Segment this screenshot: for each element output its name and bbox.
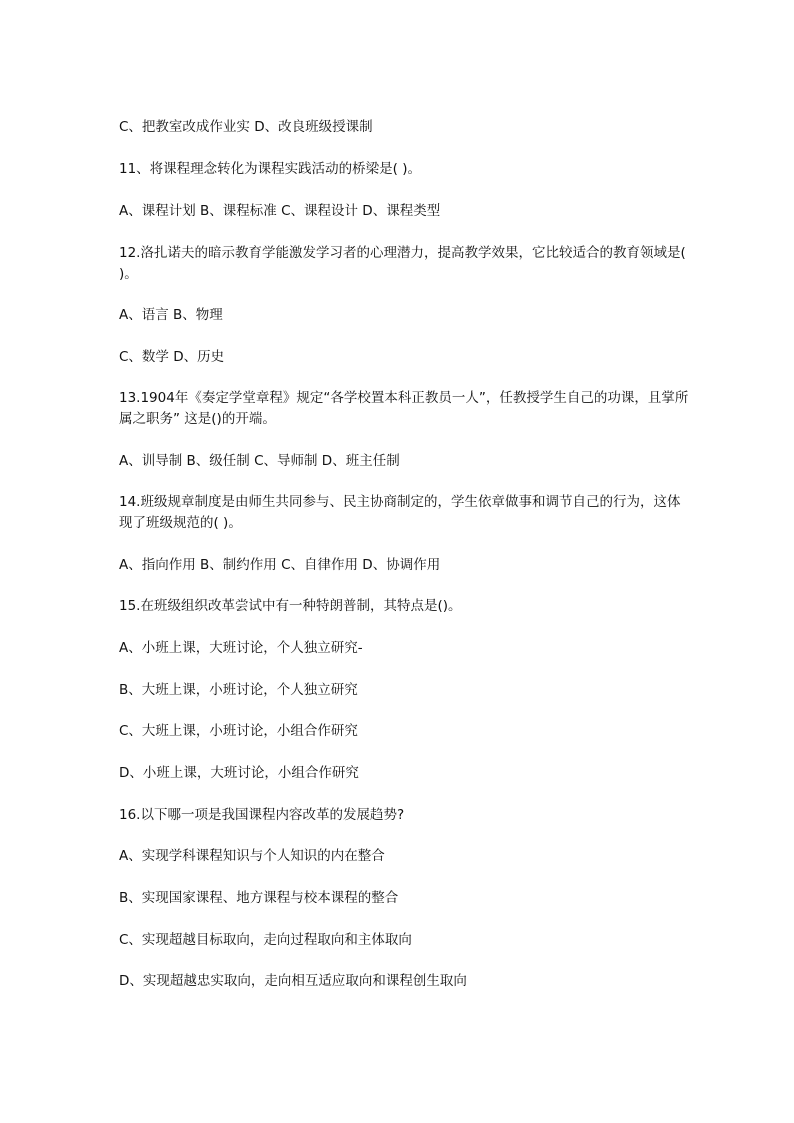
question-13: 13.1904年《奏定学堂章程》规定“各学校置本科正教员一人”，任教授学生自己的功课，且掌所属之职务” 这是()的开端。 — [119, 390, 689, 427]
option-q16-b: B、实现国家课程、地方课程与校本课程的整合 — [119, 890, 399, 906]
option-q15-c: C、大班上课，小班讨论，小组合作研究 — [119, 723, 358, 739]
option-line-q12-ab: A、语言 B、物理 — [119, 307, 223, 323]
option-line-q10-cd: C、把教室改成作业实 D、改良班级授课制 — [119, 119, 373, 135]
question-15: 15.在班级组织改革尝试中有一种特朗普制，其特点是()。 — [119, 598, 462, 614]
option-q15-b: B、大班上课，小班讨论，个人独立研究 — [119, 682, 358, 698]
option-q15-d: D、小班上课，大班讨论，小组合作研究 — [119, 765, 359, 781]
option-q16-c: C、实现超越目标取向，走向过程取向和主体取向 — [119, 932, 412, 948]
option-q16-a: A、实现学科课程知识与个人知识的内在整合 — [119, 848, 385, 864]
question-14: 14.班级规章制度是由师生共同参与、民主协商制定的，学生依章做事和调节自己的行为，这体现了班级规范的( )。 — [119, 494, 681, 531]
option-q16-d: D、实现超越忠实取向，走向相互适应取向和课程创生取向 — [119, 973, 467, 989]
question-16: 16.以下哪一项是我国课程内容改革的发展趋势? — [119, 807, 405, 823]
question-11: 11、将课程理念转化为课程实践活动的桥梁是( )。 — [119, 161, 422, 177]
option-line-q11: A、课程计划 B、课程标准 C、课程设计 D、课程类型 — [119, 203, 441, 219]
option-line-q14: A、指向作用 B、制约作用 C、自律作用 D、协调作用 — [119, 557, 441, 573]
option-line-q12-cd: C、数学 D、历史 — [119, 349, 225, 365]
question-12: 12.洛扎诺夫的暗示教育学能激发学习者的心理潜力，提高教学效果，它比较适合的教育领域是( )。 — [119, 245, 686, 282]
option-line-q13: A、训导制 B、级任制 C、导师制 D、班主任制 — [119, 453, 400, 469]
option-q15-a: A、小班上课，大班讨论，个人独立研究- — [119, 640, 363, 656]
